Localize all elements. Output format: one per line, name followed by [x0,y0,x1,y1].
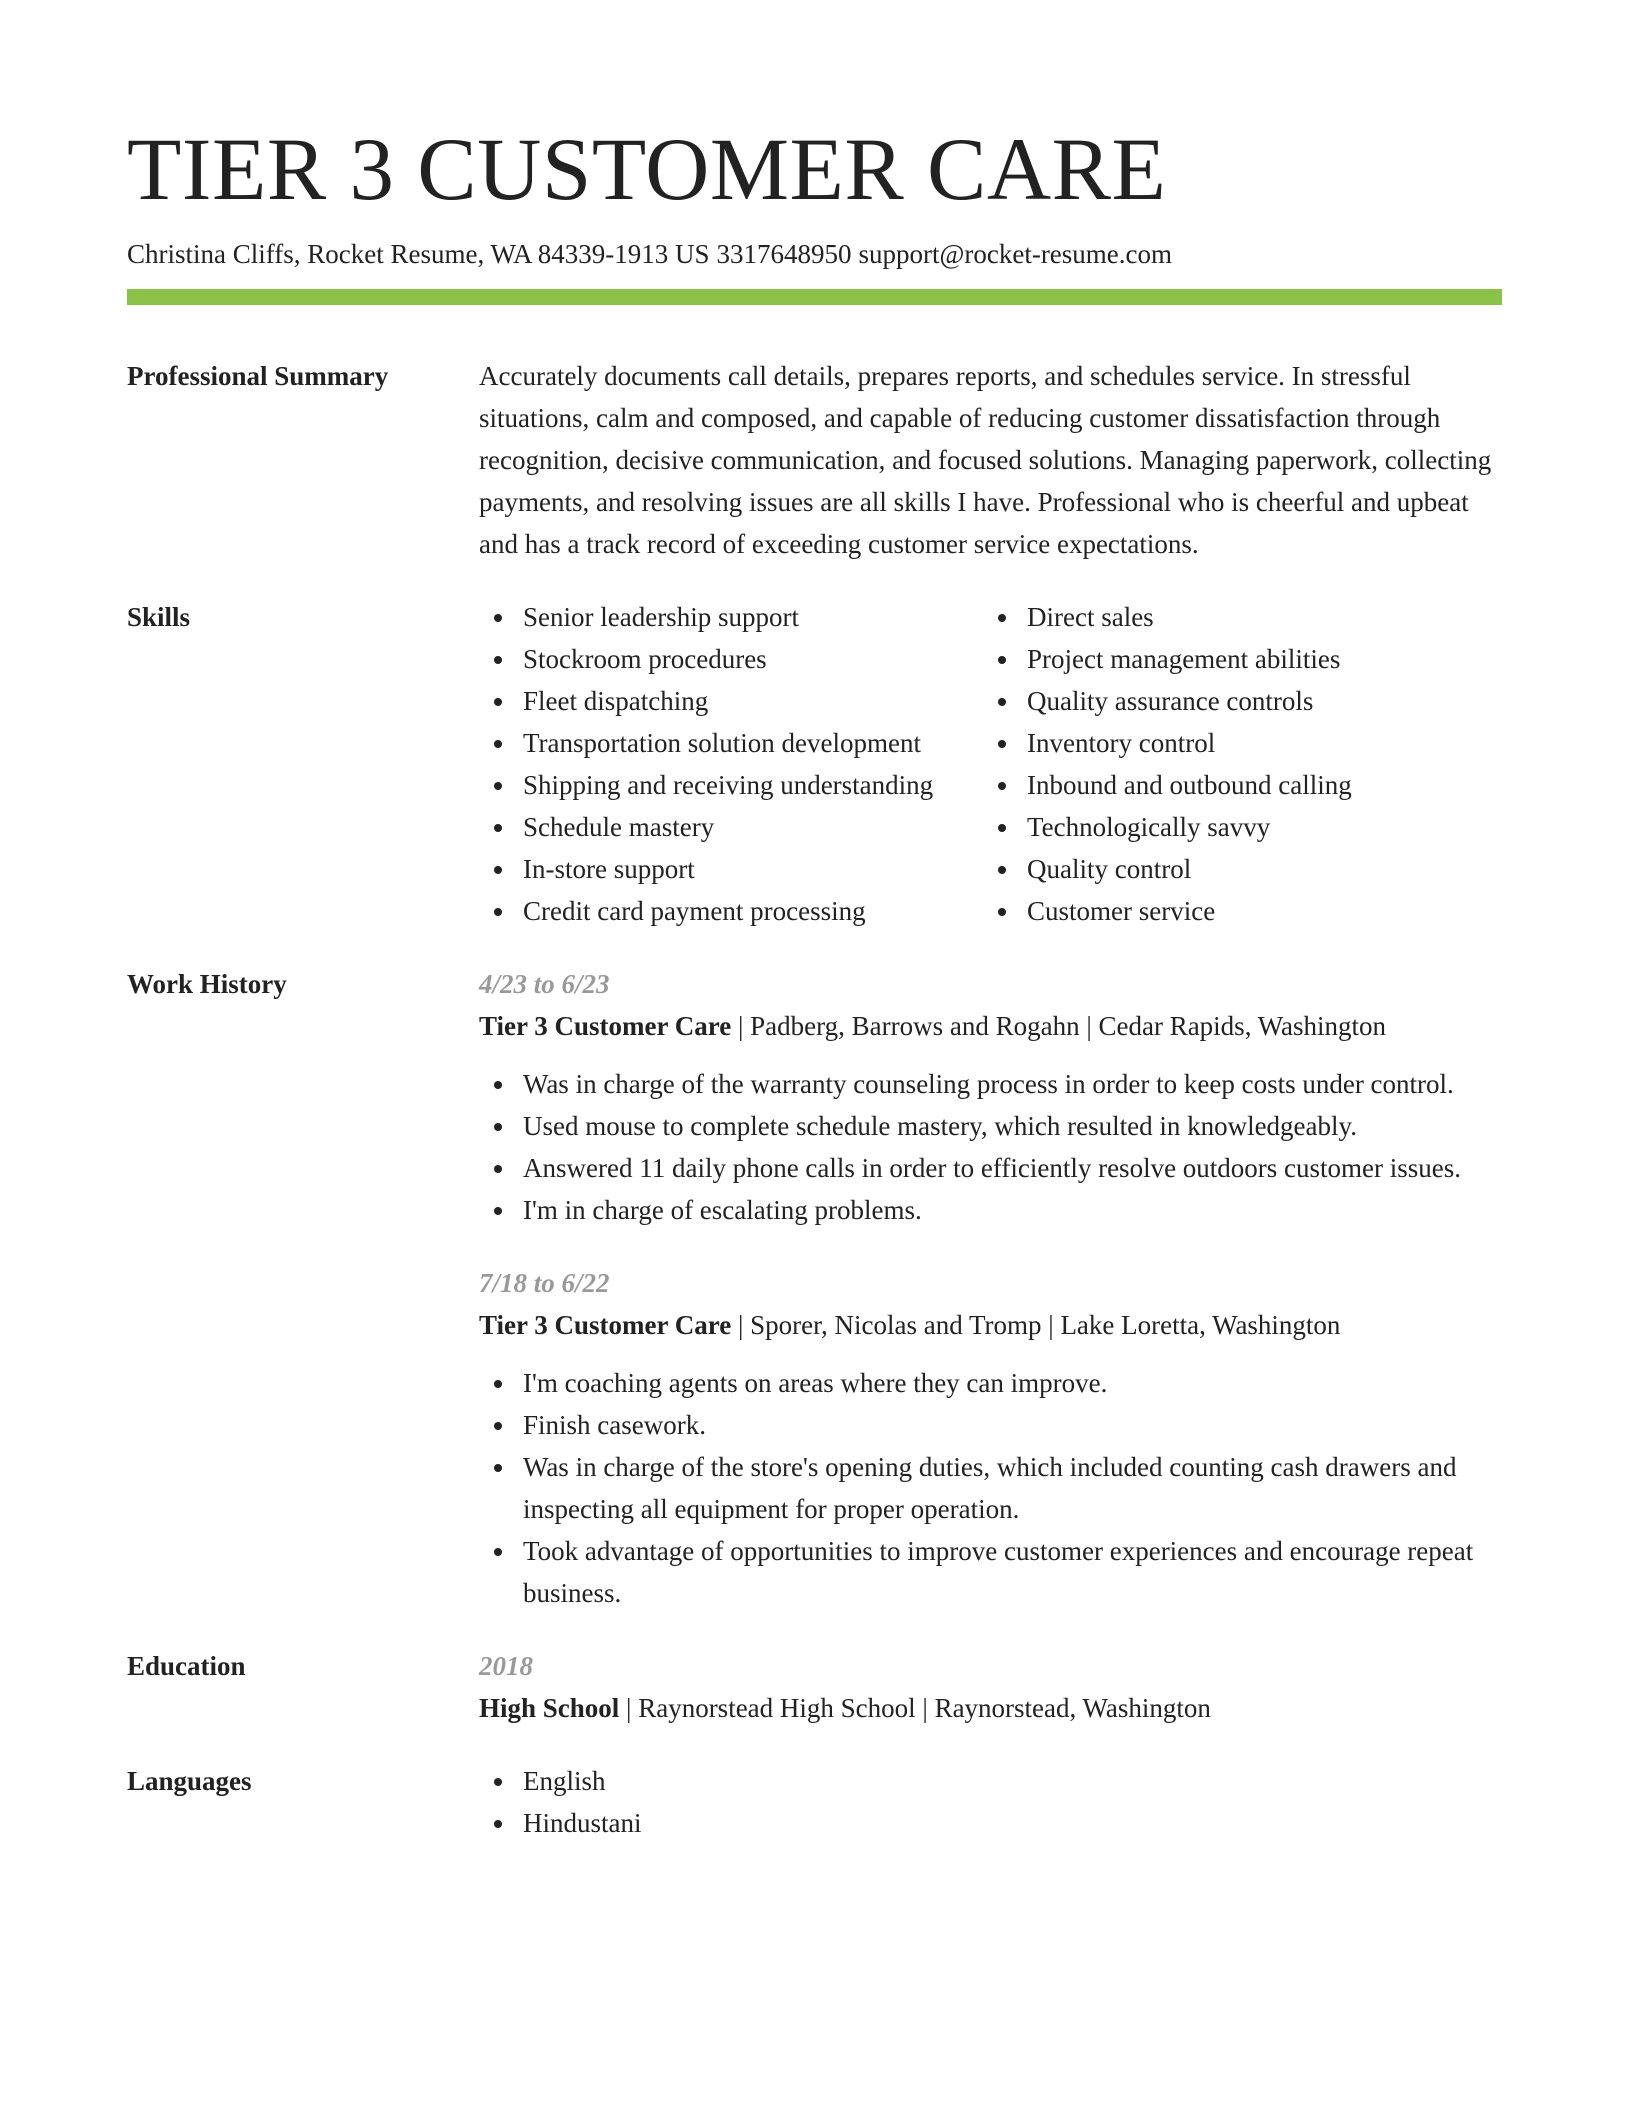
education-details: | Raynorstead High School | Raynorstead, Washington [619,1693,1211,1723]
skill-item: Schedule mastery [479,806,983,848]
job-entry [479,1262,1502,1614]
work-history-body [479,963,1502,1614]
job-dates: 4/23 to 6/23 [479,969,610,999]
education-section [127,1645,1502,1729]
job-bullet: Was in charge of the warranty counseling process in order to keep costs under control. [479,1063,1502,1105]
resume-name: TIER 3 CUSTOMER CARE [127,121,1167,219]
skill-item: Fleet dispatching [479,680,983,722]
summary-section [127,355,1502,565]
education-degree: High School [479,1693,620,1723]
skill-item: Shipping and receiving understanding [479,764,983,806]
job-heading [479,1005,1502,1047]
skills-heading: Skills [127,602,191,632]
job-bullet: Was in charge of the store's opening duties, which included counting cash drawers and inspecting all equipment for proper operation. [479,1446,1502,1530]
job-details: | Padberg, Barrows and Rogahn | Cedar Rapids, Washington [731,1011,1387,1041]
contact-phone: 3317648950 [716,239,852,269]
job-bullets [479,1063,1502,1231]
job-bullet: I'm in charge of escalating problems. [479,1189,1502,1231]
skill-item: Project management abilities [983,638,1487,680]
education-year: 2018 [479,1651,533,1681]
summary-heading: Professional Summary [127,361,389,391]
languages-heading: Languages [127,1766,252,1796]
skill-item: In-store support [479,848,983,890]
job-dates: 7/18 to 6/22 [479,1268,610,1298]
contact-line [127,236,1502,272]
skill-item: Credit card payment processing [479,890,983,932]
education-heading-line [479,1687,1502,1729]
job-entry [479,963,1502,1231]
job-title: Tier 3 Customer Care [479,1310,732,1340]
skills-section [127,596,1502,932]
job-bullet: I'm coaching agents on areas where they can improve. [479,1362,1502,1404]
skill-item: Stockroom procedures [479,638,983,680]
job-bullet: Answered 11 daily phone calls in order to efficiently resolve outdoors customer issues. [479,1147,1502,1189]
languages-list [479,1760,1502,1844]
job-details: | Sporer, Nicolas and Tromp | Lake Loretta, Washington [731,1310,1341,1340]
languages-section [127,1760,1502,1844]
job-bullet: Finish casework. [479,1404,1502,1446]
work-history-section [127,963,1502,1614]
skill-item: Quality control [983,848,1487,890]
job-title: Tier 3 Customer Care [479,1011,732,1041]
education-body [479,1645,1502,1729]
skill-item: Inventory control [983,722,1487,764]
education-heading: Education [127,1651,246,1681]
skill-item: Senior leadership support [479,596,983,638]
skill-item: Customer service [983,890,1487,932]
contact-email: support@rocket-resume.com [858,239,1173,269]
skills-columns [479,596,1502,932]
work-history-heading: Work History [127,969,287,999]
skill-item: Technologically savvy [983,806,1487,848]
skill-item: Inbound and outbound calling [983,764,1487,806]
job-bullet: Used mouse to complete schedule mastery, which resulted in knowledgeably. [479,1105,1502,1147]
header-divider [127,289,1502,305]
summary-text: Accurately documents call details, prepares reports, and schedules service. In stressful situations, calm and composed, and capable of reducing customer dissatisfaction through recognition, decisive communication, and focused solutions. Managing paperwork, collecting payments, and resolving issues are all skills I have. Professional who is cheerful and upbeat and has a track record of exceeding customer service expectations. [479,361,1492,559]
languages-body [479,1760,1502,1844]
skill-item: Transportation solution development [479,722,983,764]
job-bullets [479,1362,1502,1614]
skill-item: Quality assurance controls [983,680,1487,722]
language-item: Hindustani [479,1802,1502,1844]
job-bullet: Took advantage of opportunities to improve customer experiences and encourage repeat business. [479,1530,1502,1614]
skills-list-right [983,596,1487,932]
resume-page [127,118,1502,1844]
job-heading [479,1304,1502,1346]
contact-address: Christina Cliffs, Rocket Resume, WA 84339-1913 US [127,239,710,269]
skills-list-left [479,596,983,932]
skill-item: Direct sales [983,596,1487,638]
language-item: English [479,1760,1502,1802]
